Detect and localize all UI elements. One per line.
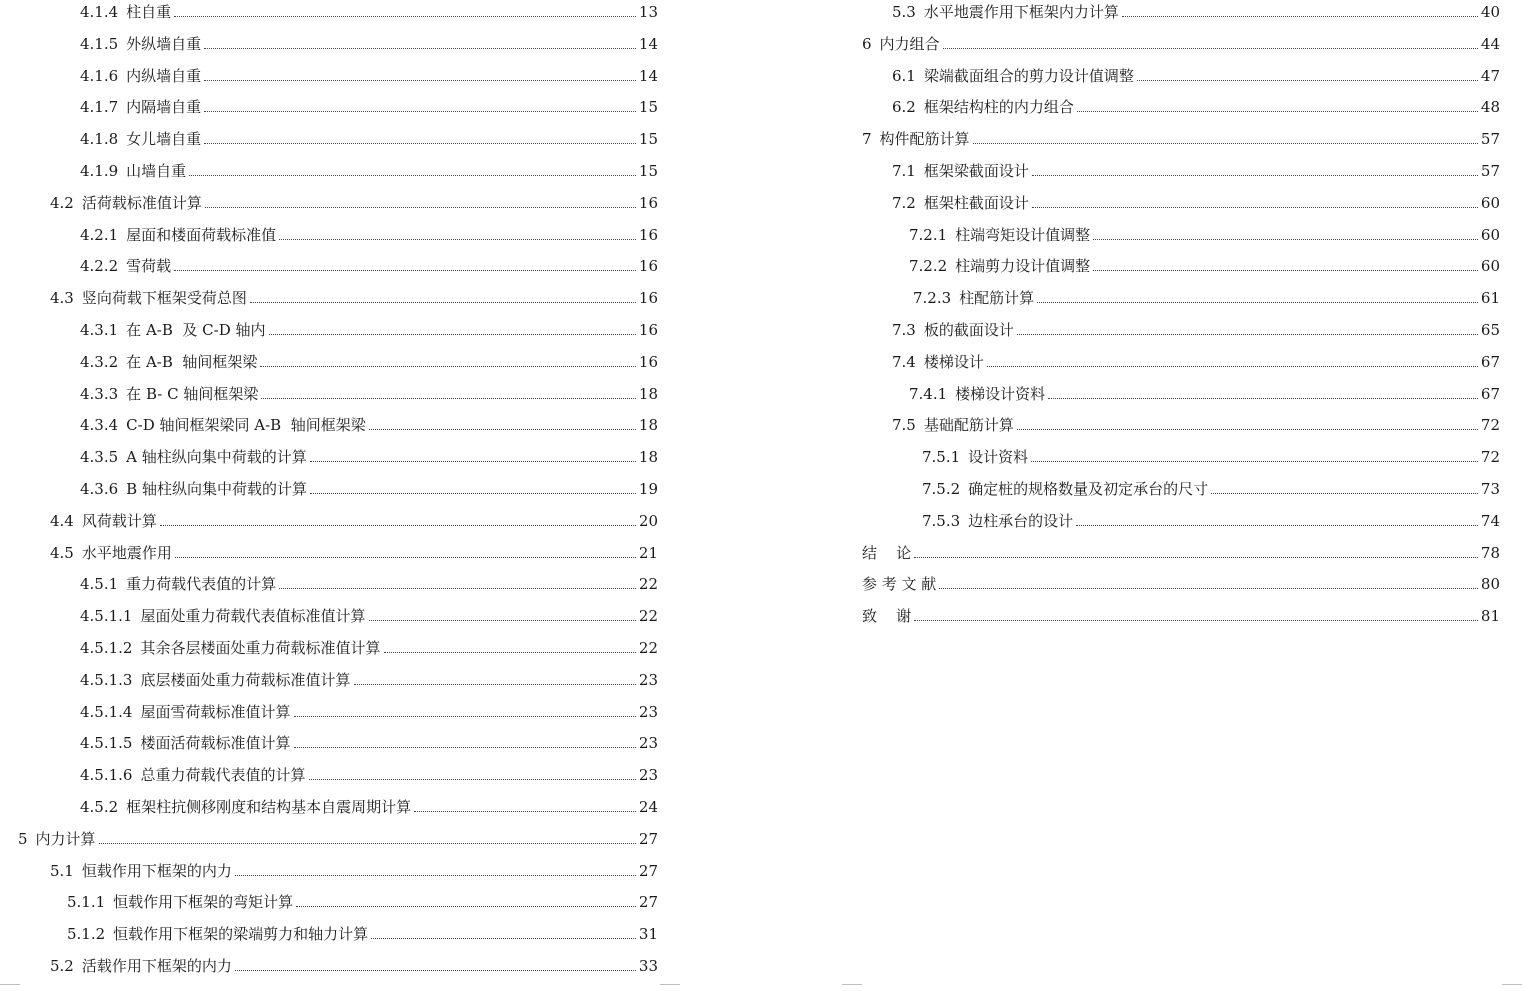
toc-entry-page-number: 60 (1480, 225, 1500, 244)
toc-dot-leader (310, 461, 636, 462)
toc-dot-leader (235, 970, 636, 971)
toc-dot-leader (1037, 302, 1478, 303)
toc-entry-title: 设计资料 (968, 448, 1029, 467)
toc-entry[interactable] (892, 413, 1500, 435)
toc-entry-page-number: 44 (1480, 34, 1500, 53)
toc-dot-leader (939, 588, 1478, 589)
toc-entry-page-number: 16 (638, 225, 658, 244)
toc-entry-number: 7.2.3 (913, 289, 952, 308)
toc-entry-page-number: 22 (638, 607, 658, 626)
toc-dot-leader (1122, 16, 1478, 17)
toc-dot-leader (174, 16, 636, 17)
toc-entry-number: 5.3 (892, 3, 916, 21)
toc-entry-title: 柱自重 (126, 3, 172, 21)
toc-entry-number: 4.3.3 (80, 384, 119, 403)
toc-entry-title: 致 谢 (862, 607, 912, 626)
toc-dot-leader (1017, 334, 1478, 335)
toc-entry-title: B 轴柱纵向集中荷载的计算 (126, 480, 307, 498)
toc-dot-leader (310, 493, 636, 494)
toc-entry[interactable] (862, 604, 1500, 626)
toc-entry-title: 恒载作用下框架的梁端剪力和轴力计算 (113, 925, 369, 944)
toc-entry[interactable] (909, 382, 1500, 404)
toc-entry-title: 活载作用下框架的内力 (81, 957, 232, 975)
toc-entry-page-number: 23 (638, 766, 658, 785)
toc-entry[interactable] (892, 159, 1500, 181)
toc-dot-leader (384, 652, 636, 653)
toc-entry-number: 7.5.3 (922, 511, 961, 530)
toc-entry-title: 参 考 文 献 (862, 575, 937, 594)
toc-dot-leader (175, 557, 636, 558)
toc-entry-number: 7.1 (892, 162, 916, 180)
toc-entry-title: 外纵墙自重 (126, 34, 202, 53)
toc-entry-page-number: 15 (638, 98, 658, 117)
toc-dot-leader (250, 302, 636, 303)
toc-entry-number: 7.5 (892, 416, 916, 435)
toc-entry-page-number: 48 (1480, 98, 1500, 117)
toc-entry-number: 4.1.4 (80, 3, 119, 21)
toc-page-right (840, 0, 1528, 990)
toc-dot-leader (1048, 398, 1478, 399)
toc-entry[interactable] (892, 350, 1500, 372)
toc-entry[interactable] (80, 477, 658, 499)
toc-entry-page-number: 57 (1480, 162, 1500, 180)
toc-entry[interactable] (80, 604, 658, 626)
toc-entry-number: 4.3.1 (80, 321, 119, 339)
toc-entry-title: 恒载作用下框架的内力 (81, 861, 232, 880)
toc-dot-leader (174, 270, 636, 271)
toc-entry-title: 其余各层楼面处重力荷载标准值计算 (140, 639, 381, 657)
toc-entry-page-number: 19 (638, 480, 658, 498)
toc-entry-number: 7.5.2 (922, 480, 961, 498)
toc-entry[interactable] (913, 286, 1500, 308)
toc-entry-page-number: 16 (638, 352, 658, 371)
toc-entry-page-number: 22 (638, 639, 658, 657)
toc-entry-number: 4.1.7 (80, 98, 119, 117)
toc-entry-number: 4.4 (50, 511, 74, 530)
toc-entry-number: 5.2 (50, 957, 74, 975)
toc-dot-leader (260, 366, 636, 367)
toc-entry-page-number: 18 (638, 448, 658, 467)
toc-entry-page-number: 57 (1480, 130, 1500, 149)
toc-entry-number: 4.2.2 (80, 257, 119, 276)
toc-entry-number: 4.5.1.4 (80, 702, 133, 721)
toc-entry-number: 4.3.6 (80, 480, 119, 498)
toc-entry-page-number: 61 (1480, 289, 1500, 308)
toc-entry-page-number: 47 (1480, 66, 1500, 85)
toc-entry[interactable] (80, 159, 658, 181)
toc-dot-leader (204, 48, 636, 49)
toc-entry-title: 女儿墙自重 (126, 130, 202, 149)
toc-dot-leader (973, 143, 1478, 144)
toc-entry-number: 4.5.1.1 (80, 607, 133, 626)
toc-entry-number: 4.3.2 (80, 352, 119, 371)
toc-entry[interactable] (18, 827, 658, 849)
toc-entry[interactable] (80, 127, 658, 149)
toc-entry-title: 水平地震作用下框架内力计算 (923, 3, 1119, 21)
toc-entry-title: 恒载作用下框架的弯矩计算 (113, 893, 294, 912)
toc-entry[interactable] (862, 541, 1500, 563)
toc-dot-leader (1017, 429, 1478, 430)
toc-dot-leader (354, 684, 636, 685)
toc-dot-leader (371, 938, 636, 939)
toc-dot-leader (279, 239, 636, 240)
toc-entry[interactable] (892, 0, 1500, 22)
toc-entry[interactable] (50, 859, 658, 881)
toc-entry-page-number: 16 (638, 289, 658, 308)
toc-entry-title: 基础配筋计算 (923, 416, 1014, 435)
toc-entry-number: 4.1.8 (80, 130, 119, 149)
toc-entry-page-number: 67 (1480, 384, 1500, 403)
toc-entry-title: 柱端弯矩设计值调整 (955, 225, 1091, 244)
toc-entry-number: 4.5.1.2 (80, 639, 133, 657)
toc-dot-leader (943, 48, 1478, 49)
toc-entry-number: 6.2 (892, 98, 916, 117)
toc-entry-page-number: 21 (638, 543, 658, 562)
toc-entry[interactable] (922, 509, 1500, 531)
toc-dot-leader (204, 80, 636, 81)
toc-entry-title: 在 B- C 轴间框架梁 (126, 384, 259, 403)
toc-entry-title: 内力计算 (35, 829, 96, 848)
toc-entry-number: 7.4 (892, 352, 916, 371)
toc-entry-number: 7.5.1 (922, 448, 961, 467)
toc-entry-page-number: 67 (1480, 352, 1500, 371)
toc-entry-number: 5.1.1 (67, 893, 106, 912)
toc-entry-page-number: 14 (638, 34, 658, 53)
toc-entry-number: 4.2.1 (80, 225, 119, 244)
toc-entry-title: 内力组合 (879, 34, 940, 53)
toc-entry[interactable] (50, 286, 658, 308)
toc-entry-page-number: 73 (1480, 480, 1500, 498)
toc-entry-title: A 轴柱纵向集中荷载的计算 (126, 448, 307, 467)
toc-entry-title: 结 论 (862, 543, 912, 562)
toc-entry[interactable] (922, 477, 1500, 499)
toc-dot-leader (294, 747, 636, 748)
toc-entry-title: C-D 轴间框架梁同 A-B 轴间框架梁 (126, 416, 366, 435)
toc-entry[interactable] (50, 541, 658, 563)
toc-entry-title: 楼梯设计资料 (955, 384, 1046, 403)
toc-entry-title: 活荷载标准值计算 (81, 193, 202, 212)
toc-entry-page-number: 33 (638, 957, 658, 975)
toc-page-left (0, 0, 680, 990)
toc-entry-number: 6.1 (892, 66, 916, 85)
toc-entry-title: 板的截面设计 (923, 321, 1014, 339)
toc-entry[interactable] (80, 668, 658, 690)
toc-entry-number: 7.2.2 (909, 257, 948, 276)
toc-entry-number: 4.1.5 (80, 34, 119, 53)
toc-entry[interactable] (80, 0, 658, 22)
toc-dot-leader (369, 429, 636, 430)
toc-entry[interactable] (862, 32, 1500, 54)
toc-entry[interactable] (50, 509, 658, 531)
toc-entry[interactable] (80, 700, 658, 722)
toc-entry[interactable] (80, 763, 658, 785)
toc-dot-leader (205, 207, 636, 208)
toc-entry-number: 5 (18, 829, 28, 848)
toc-dot-leader (914, 620, 1478, 621)
toc-entry-title: 柱端剪力设计值调整 (955, 257, 1091, 276)
toc-entry-title: 内隔墙自重 (126, 98, 202, 117)
toc-dot-leader (279, 588, 636, 589)
toc-entry-number: 7.3 (892, 321, 916, 339)
toc-entry[interactable] (862, 127, 1500, 149)
toc-entry-number: 4.3 (50, 289, 74, 308)
toc-entry[interactable] (67, 890, 658, 912)
toc-entry-page-number: 23 (638, 734, 658, 753)
toc-entry-number: 5.1 (50, 861, 74, 880)
toc-entry-page-number: 22 (638, 575, 658, 594)
toc-entry-number: 5.1.2 (67, 925, 106, 944)
toc-dot-leader (414, 811, 636, 812)
toc-entry-title: 山墙自重 (126, 162, 187, 180)
toc-dot-leader (261, 398, 636, 399)
toc-dot-leader (1032, 207, 1478, 208)
toc-entry-number: 7.2.1 (909, 225, 948, 244)
toc-entry-title: 楼面活荷载标准值计算 (140, 734, 291, 753)
toc-entry[interactable] (80, 95, 658, 117)
toc-entry[interactable] (80, 254, 658, 276)
toc-entry[interactable] (80, 64, 658, 86)
toc-entry-page-number: 81 (1480, 607, 1500, 626)
toc-entry-page-number: 40 (1480, 3, 1500, 21)
toc-entry-title: 框架结构柱的内力组合 (923, 98, 1074, 117)
toc-entry-page-number: 72 (1480, 448, 1500, 467)
toc-entry[interactable] (892, 95, 1500, 117)
toc-dot-leader (1093, 270, 1478, 271)
toc-entry-title: 风荷载计算 (81, 511, 157, 530)
toc-entry[interactable] (80, 795, 658, 817)
toc-entry-page-number: 16 (638, 193, 658, 212)
toc-entry[interactable] (80, 223, 658, 245)
toc-dot-leader (269, 334, 636, 335)
toc-dot-leader (369, 620, 636, 621)
toc-dot-leader (1076, 525, 1478, 526)
toc-entry-page-number: 60 (1480, 193, 1500, 212)
toc-dot-leader (1137, 80, 1478, 81)
toc-entry-page-number: 23 (638, 670, 658, 689)
toc-entry-page-number: 18 (638, 384, 658, 403)
toc-entry-page-number: 16 (638, 257, 658, 276)
toc-dot-leader (987, 366, 1478, 367)
toc-dot-leader (189, 175, 636, 176)
toc-dot-leader (204, 111, 636, 112)
toc-entry-number: 4.1.6 (80, 66, 119, 85)
toc-entry-title: 水平地震作用 (81, 543, 172, 562)
toc-entry-number: 4.5.1.6 (80, 766, 133, 785)
toc-dot-leader (914, 557, 1478, 558)
toc-entry-title: 楼梯设计 (923, 352, 984, 371)
toc-entry[interactable] (80, 350, 658, 372)
toc-dot-leader (235, 875, 636, 876)
toc-entry-title: 竖向荷载下框架受荷总图 (81, 289, 247, 308)
toc-entry-page-number: 27 (638, 829, 658, 848)
toc-entry-page-number: 24 (638, 798, 658, 816)
toc-dot-leader (160, 525, 636, 526)
toc-entry-title: 框架柱抗侧移刚度和结构基本自震周期计算 (126, 798, 412, 816)
toc-entry-title: 在 A-B 及 C-D 轴内 (126, 321, 266, 339)
toc-entry-page-number: 60 (1480, 257, 1500, 276)
toc-entry-page-number: 14 (638, 66, 658, 85)
toc-entry[interactable] (922, 445, 1500, 467)
toc-entry[interactable] (862, 572, 1500, 594)
toc-entry-page-number: 72 (1480, 416, 1500, 435)
toc-list-right (840, 0, 1528, 990)
toc-entry-page-number: 13 (638, 3, 658, 21)
toc-entry-page-number: 15 (638, 162, 658, 180)
toc-entry-title: 边柱承台的设计 (968, 511, 1074, 530)
toc-list-left (0, 0, 680, 990)
toc-entry-page-number: 20 (638, 511, 658, 530)
toc-entry-number: 4.5.2 (80, 798, 119, 816)
toc-entry[interactable] (80, 731, 658, 753)
toc-entry-number: 7.4.1 (909, 384, 948, 403)
toc-entry-title: 确定桩的规格数量及初定承台的尺寸 (968, 480, 1209, 498)
toc-entry-title: 总重力荷载代表值的计算 (140, 766, 306, 785)
toc-dot-leader (1032, 175, 1478, 176)
toc-entry[interactable] (80, 318, 658, 340)
toc-entry-title: 框架柱截面设计 (923, 193, 1029, 212)
toc-entry-title: 屋面雪荷载标准值计算 (140, 702, 291, 721)
toc-dot-leader (1031, 461, 1478, 462)
toc-entry-page-number: 78 (1480, 543, 1500, 562)
toc-entry-page-number: 15 (638, 130, 658, 149)
toc-dot-leader (99, 843, 636, 844)
toc-entry-page-number: 23 (638, 702, 658, 721)
toc-entry-page-number: 80 (1480, 575, 1500, 594)
toc-dot-leader (294, 716, 636, 717)
toc-entry-number: 4.5.1.3 (80, 670, 133, 689)
toc-entry-page-number: 27 (638, 861, 658, 880)
toc-entry-title: 框架梁截面设计 (923, 162, 1029, 180)
toc-entry-number: 7.2 (892, 193, 916, 212)
toc-dot-leader (1211, 493, 1478, 494)
toc-entry[interactable] (67, 922, 658, 944)
toc-entry-number: 4.5.1 (80, 575, 119, 594)
toc-entry-title: 在 A-B 轴间框架梁 (126, 352, 258, 371)
toc-entry-title: 重力荷载代表值的计算 (126, 575, 277, 594)
toc-entry-title: 屋面处重力荷载代表值标准值计算 (140, 607, 366, 626)
toc-dot-leader (296, 906, 636, 907)
toc-entry-title: 内纵墙自重 (126, 66, 202, 85)
toc-entry[interactable] (909, 254, 1500, 276)
toc-entry[interactable] (892, 318, 1500, 340)
toc-entry[interactable] (892, 191, 1500, 213)
toc-entry-number: 4.3.5 (80, 448, 119, 467)
toc-entry-number: 6 (862, 34, 872, 53)
toc-entry-number: 4.2 (50, 193, 74, 212)
toc-entry-number: 4.5 (50, 543, 74, 562)
toc-entry-page-number: 27 (638, 893, 658, 912)
toc-entry[interactable] (80, 572, 658, 594)
toc-dot-leader (1093, 239, 1478, 240)
toc-entry-number: 4.1.9 (80, 162, 119, 180)
toc-entry[interactable] (80, 413, 658, 435)
toc-entry[interactable] (50, 954, 658, 976)
toc-entry-page-number: 74 (1480, 511, 1500, 530)
toc-entry-page-number: 31 (638, 925, 658, 944)
toc-entry[interactable] (80, 382, 658, 404)
toc-dot-leader (309, 779, 636, 780)
toc-entry-title: 柱配筋计算 (959, 289, 1035, 308)
toc-entry-number: 7 (862, 130, 872, 149)
toc-entry-title: 梁端截面组合的剪力设计值调整 (923, 66, 1134, 85)
toc-dot-leader (1077, 111, 1478, 112)
toc-entry[interactable] (80, 445, 658, 467)
toc-entry[interactable] (50, 191, 658, 213)
toc-entry-title: 底层楼面处重力荷载标准值计算 (140, 670, 351, 689)
toc-entry-title: 构件配筋计算 (879, 130, 970, 149)
toc-entry[interactable] (909, 223, 1500, 245)
toc-entry[interactable] (80, 32, 658, 54)
toc-entry-page-number: 65 (1480, 321, 1500, 339)
toc-entry-number: 4.3.4 (80, 416, 119, 435)
toc-entry-title: 雪荷载 (126, 257, 172, 276)
toc-entry[interactable] (80, 636, 658, 658)
toc-entry[interactable] (892, 64, 1500, 86)
toc-dot-leader (204, 143, 636, 144)
toc-entry-page-number: 18 (638, 416, 658, 435)
toc-entry-page-number: 16 (638, 321, 658, 339)
toc-entry-title: 屋面和楼面荷载标准值 (126, 225, 277, 244)
toc-entry-number: 4.5.1.5 (80, 734, 133, 753)
